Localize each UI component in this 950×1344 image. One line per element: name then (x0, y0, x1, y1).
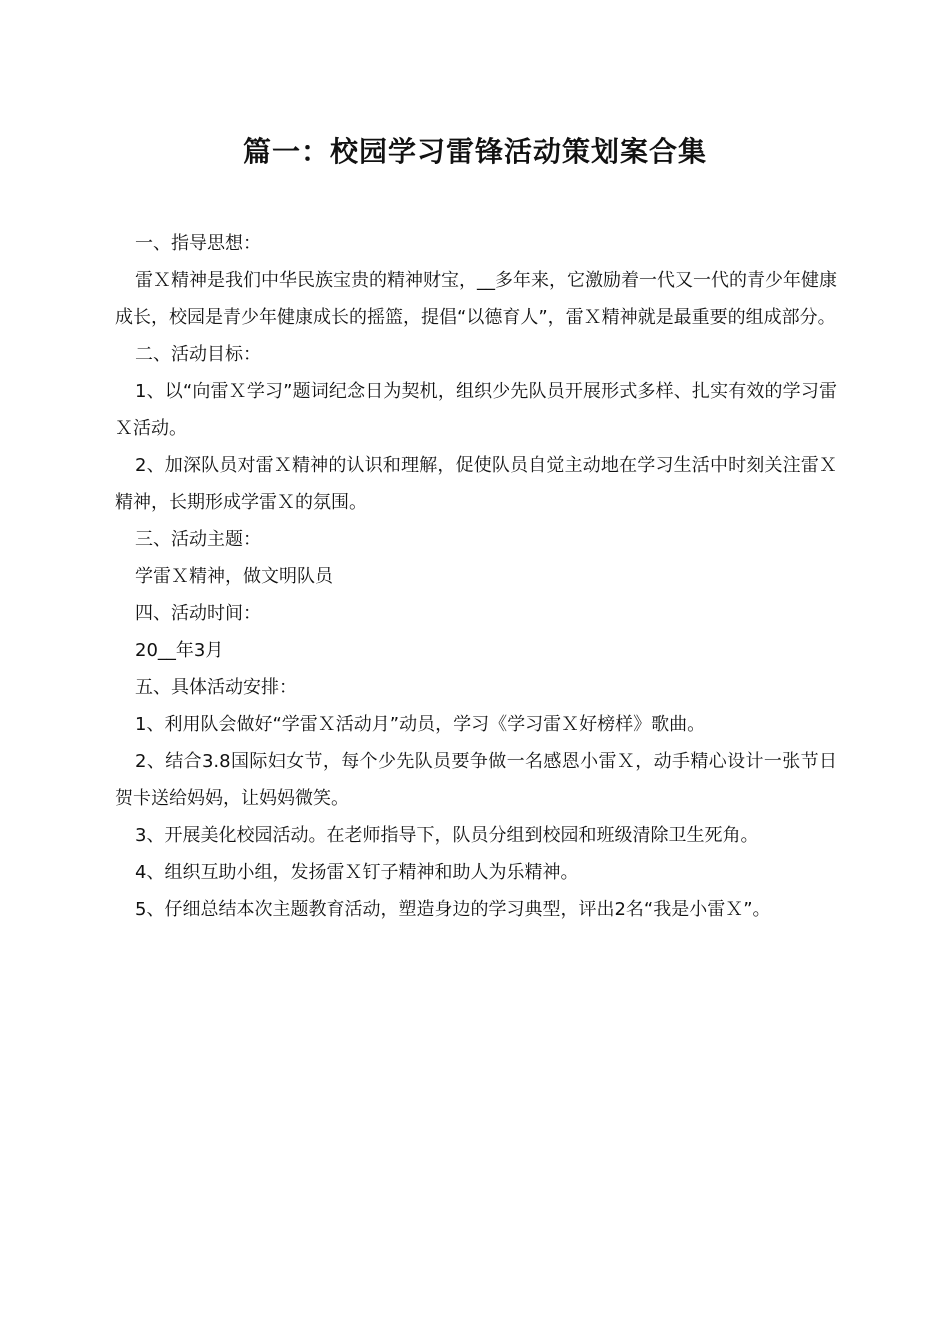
paragraph-arrangement-4: 4、组织互助小组，发扬雷Ｘ钉子精神和助人为乐精神。 (135, 862, 579, 883)
paragraph-goal-2: 2、加深队员对雷Ｘ精神的认识和理解，促使队员自觉主动地在学习生活中时刻关注雷Ｘ精神，长期形成学雷Ｘ的氛围。 (115, 455, 837, 513)
paragraph-arrangement-5: 5、仔细总结本次主题教育活动，塑造身边的学习典型，评出2名“我是小雷Ｘ”。 (135, 899, 771, 920)
paragraph-arrangement-2: 2、结合3.8国际妇女节，每个少先队员要争做一名感恩小雷Ｘ，动手精心设计一张节日贺卡送给妈妈，让妈妈微笑。 (115, 751, 837, 809)
paragraph-guiding-idea: 雷Ｘ精神是我们中华民族宝贵的精神财宝，__多年来，它激励着一代又一代的青少年健康成长，校园是青少年健康成长的摇篮，提倡“以德育人”，雷Ｘ精神就是最重要的组成部分。 (115, 270, 837, 328)
section-heading-time: 四、活动时间： (135, 603, 261, 624)
section-heading-theme: 三、活动主题： (135, 529, 261, 550)
section-heading-goals: 二、活动目标： (135, 344, 261, 365)
section-heading-arrangements: 五、具体活动安排： (135, 677, 297, 698)
paragraph-goal-1: 1、以“向雷Ｘ学习”题词纪念日为契机，组织少先队员开展形式多样、扎实有效的学习雷Ｘ活动。 (115, 381, 837, 439)
paragraph-theme: 学雷Ｘ精神，做文明队员 (135, 566, 333, 587)
document-body (115, 225, 837, 928)
paragraph-arrangement-3: 3、开展美化校园活动。在老师指导下，队员分组到校园和班级清除卫生死角。 (135, 825, 759, 846)
paragraph-time: 20__年3月 (135, 640, 224, 661)
document-title: 篇一：校园学习雷锋活动策划案合集 (242, 135, 707, 168)
paragraph-arrangement-1: 1、利用队会做好“学雷Ｘ活动月”动员，学习《学习雷Ｘ好榜样》歌曲。 (135, 714, 706, 735)
section-heading-guiding-idea: 一、指导思想： (135, 233, 261, 254)
